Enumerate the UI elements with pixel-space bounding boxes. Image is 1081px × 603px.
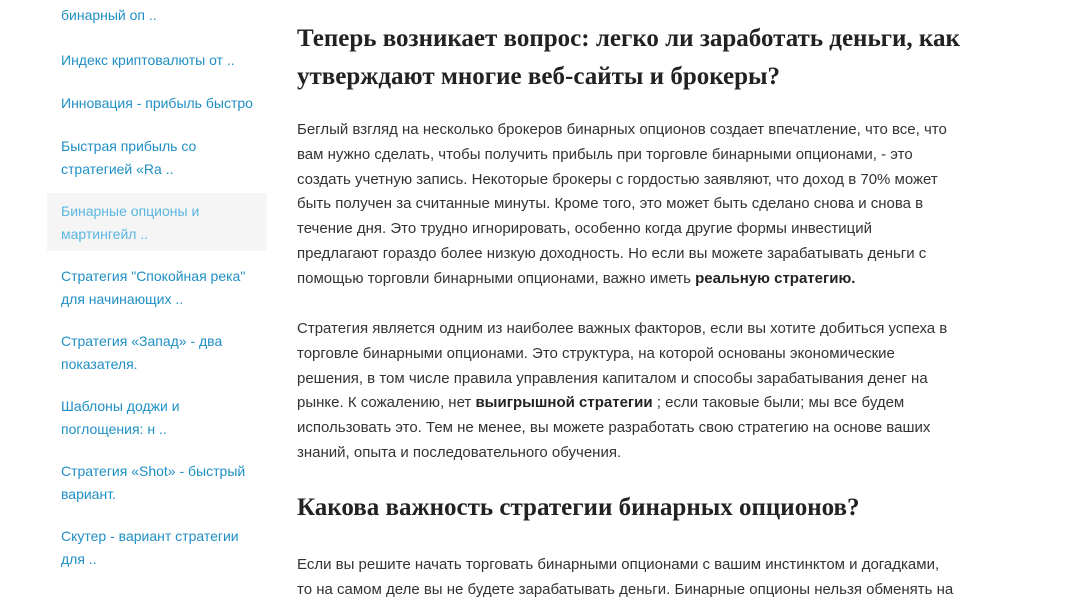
sidebar-item-label: Индекс криптовалюты от ..	[61, 52, 235, 68]
text-line: создать учетную запись. Некоторые брокеры с гордостью заявляют, что доход в 70% может	[297, 170, 938, 188]
text-line: вам нужно сделать, чтобы получить прибыль при торговле бинарными опционами, - это	[297, 145, 913, 163]
sidebar-item-label: Быстрая прибыль со	[61, 138, 197, 154]
sidebar-item-label: Шаблоны доджи и	[61, 398, 180, 414]
sidebar-item-label: Скутер - вариант стратегии	[61, 528, 239, 544]
text-line: то на самом деле вы не будете зарабатывать деньги. Бинарные опционы нельзя обменять на	[297, 580, 954, 598]
paragraph-instinct	[297, 553, 1032, 603]
sidebar-item-label: Стратегия «Shot» - быстрый	[61, 463, 246, 479]
sidebar-item-label: мартингейл ..	[61, 225, 149, 242]
text-line	[297, 267, 1032, 292]
sidebar-item-crypto-index[interactable]	[47, 49, 267, 72]
sidebar-item-label: поглощения: н ..	[61, 420, 167, 437]
text-line: решения, в том числе правила управления капиталом и способы зарабатывания денег на	[297, 369, 928, 387]
sidebar-item-binary-op[interactable]	[47, 4, 267, 27]
sidebar-item-label: Бинарные опционы и	[61, 203, 200, 219]
text-line: быть получен за считанные минуты. Кроме того, это может быть сделано снова и снова в	[297, 195, 924, 213]
sidebar-item-doji-patterns[interactable]	[47, 395, 267, 440]
section-heading-importance: Какова важность стратегии бинарных опционов?	[297, 494, 860, 521]
text-line: Если вы решите начать торговать бинарными опционами с вашим инстинктом и догадками,	[297, 556, 940, 573]
sidebar-item-martingale[interactable]	[47, 193, 267, 251]
text-fragment: рынке. К сожалению, нет	[297, 394, 476, 412]
sidebar-item-scooter[interactable]	[47, 525, 267, 570]
section-heading-question	[297, 20, 960, 96]
sidebar-item-label: Инновация - прибыль быстро	[61, 95, 253, 111]
sidebar-item-label: стратегией «Ra ..	[61, 160, 174, 177]
sidebar-item-label: вариант.	[61, 485, 116, 502]
text-line	[297, 391, 1032, 416]
sidebar-nav	[47, 0, 267, 589]
sidebar-item-label: для начинающих ..	[61, 290, 184, 307]
text-line: Стратегия является одним из наиболее важных факторов, если вы хотите добиться успеха в	[297, 320, 948, 337]
text-line: знаний, опыта и последовательного обучения.	[297, 443, 622, 461]
sidebar-item-innovation[interactable]	[47, 92, 267, 115]
text-fragment: ; если таковые были; мы все будем	[652, 394, 905, 412]
sidebar-item-label: бинарный оп ..	[61, 7, 157, 23]
text-line: течение дня. Это трудно игнорировать, особенно когда другие формы инвестиций	[297, 220, 872, 238]
heading-line: утверждают многие веб-сайты и брокеры?	[297, 63, 781, 90]
paragraph-intro	[297, 118, 1032, 292]
text-line: торговле бинарными опционами. Это структура, на которой основаны экономические	[297, 344, 895, 362]
text-line: предлагают гораздо более низкую доходность. Но если вы можете зарабатывать деньги с	[297, 244, 927, 262]
bold-phrase-winning-strategy: выигрышной стратегии	[475, 394, 653, 412]
sidebar-item-calm-river[interactable]	[47, 265, 267, 310]
sidebar-item-label: показателя.	[61, 355, 138, 372]
sidebar-item-label: Стратегия "Спокойная река"	[61, 268, 246, 284]
sidebar-item-quick-profit[interactable]	[47, 135, 267, 180]
paragraph-strategy	[297, 317, 1032, 466]
text-line: использовать это. Тем не менее, вы можете разработать свою стратегию на основе ваших	[297, 419, 931, 437]
sidebar-item-label: Стратегия «Запад» - два	[61, 333, 223, 349]
heading-line: Теперь возникает вопрос: легко ли заработать деньги, как	[297, 25, 960, 52]
text-fragment: помощью торговли бинарными опционами, важно иметь	[297, 269, 696, 287]
text-line: Беглый взгляд на несколько брокеров бинарных опционов создает впечатление, что все, что	[297, 121, 947, 138]
sidebar-item-west-strategy[interactable]	[47, 330, 267, 375]
sidebar-item-shot-strategy[interactable]	[47, 460, 267, 505]
bold-phrase-real-strategy: реальную стратегию.	[695, 269, 856, 287]
sidebar-item-label: для ..	[61, 550, 97, 567]
